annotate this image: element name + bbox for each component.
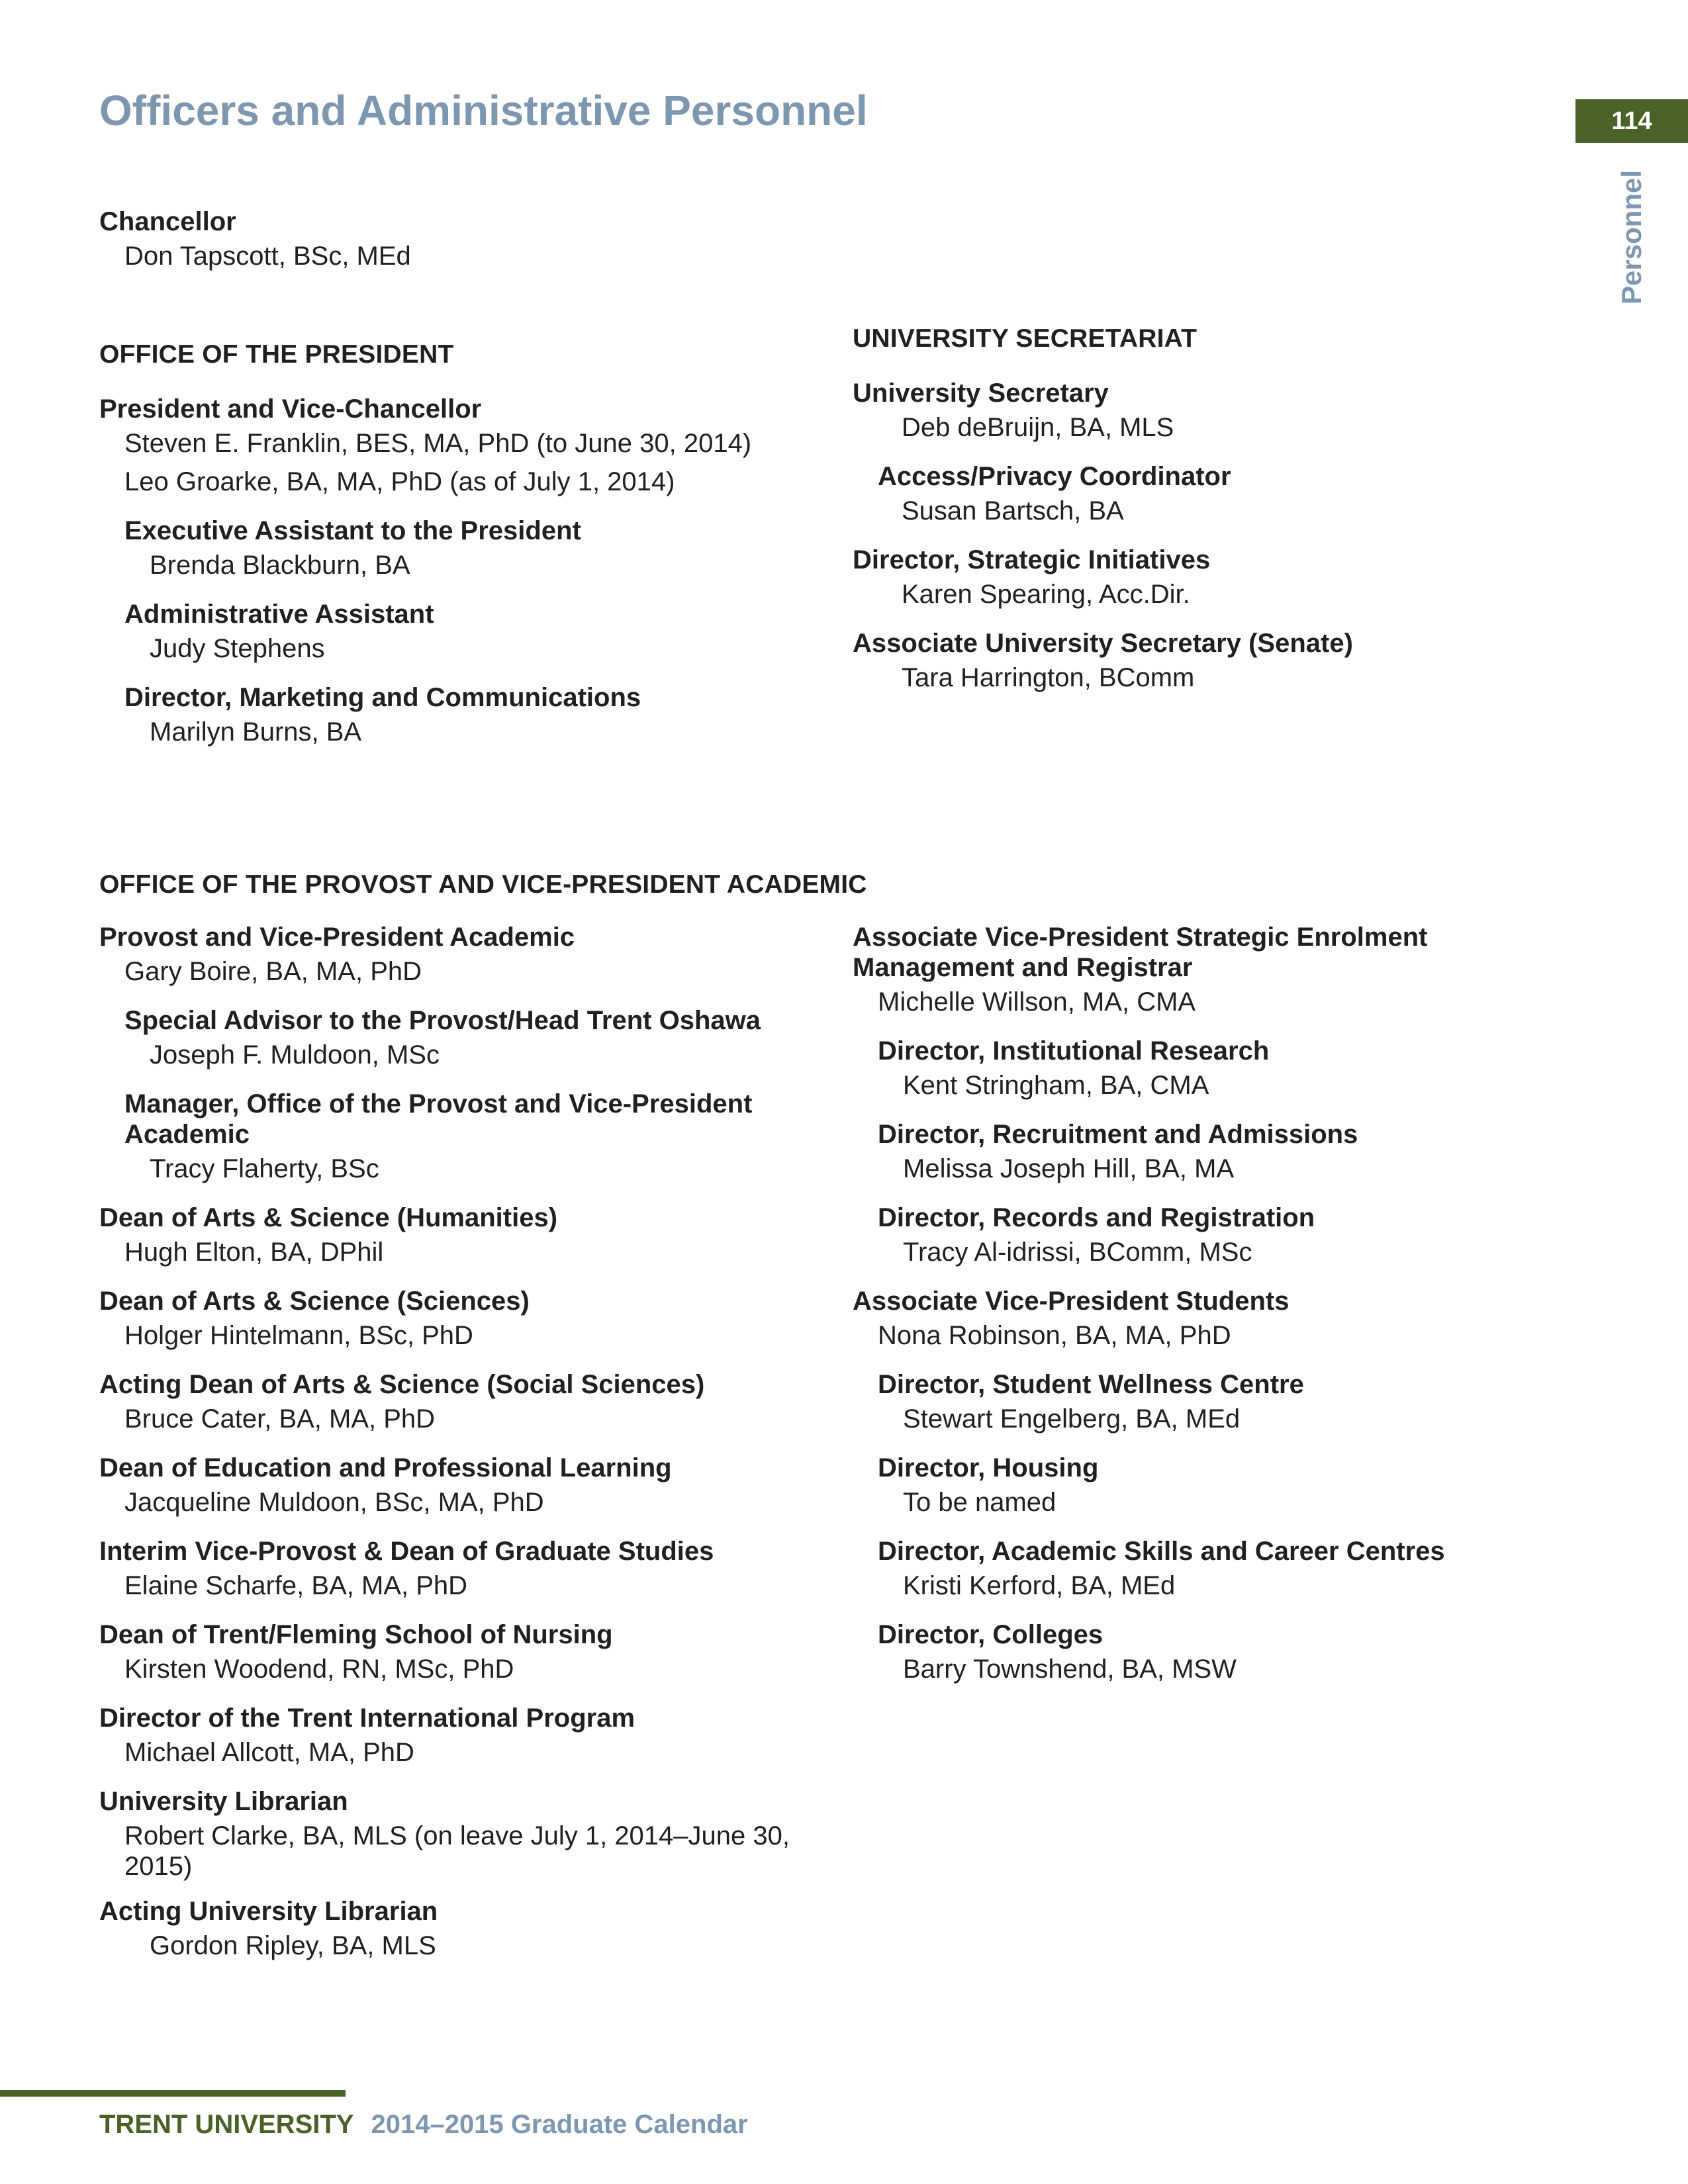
- entry-name: Marilyn Burns, BA: [150, 717, 362, 747]
- entry-name: Leo Groarke, BA, MA, PhD (as of July 1, 2014): [124, 467, 675, 496]
- entry-title: Acting Dean of Arts & Science (Social Sciences): [99, 1370, 705, 1399]
- entry-title: Dean of Arts & Science (Humanities): [99, 1203, 558, 1232]
- entry-title: Manager, Office of the Provost and Vice-President Academic: [124, 1089, 753, 1149]
- entry-title: Dean of Education and Professional Learning: [99, 1453, 672, 1482]
- entry-title: Director, Student Wellness Centre: [878, 1370, 1304, 1399]
- entry: [99, 1369, 821, 1438]
- entry-name: Susan Bartsch, BA: [902, 496, 1124, 525]
- entry-title: Associate Vice-President Strategic Enrolment Management and Registrar: [853, 923, 1428, 982]
- section-side-label: Personnel: [1616, 169, 1647, 304]
- section-heading: OFFICE OF THE PROVOST AND VICE-PRESIDENT ACADEMIC: [99, 870, 867, 899]
- entry: [99, 1005, 821, 1074]
- entry-title: Dean of Arts & Science (Sciences): [99, 1287, 530, 1316]
- footer-calendar-title: 2014–2015 Graduate Calendar: [371, 2110, 748, 2139]
- entry: [99, 682, 827, 751]
- entry-name: Jacqueline Muldoon, BSc, MA, PhD: [124, 1488, 544, 1517]
- entry-name: Tracy Flaherty, BSc: [150, 1154, 379, 1183]
- entry: [99, 1286, 821, 1355]
- entry: [99, 516, 827, 584]
- entry: [99, 1089, 821, 1188]
- entry-title: Director of the Trent International Program: [99, 1704, 635, 1733]
- entry-title: Chancellor: [99, 207, 236, 236]
- entry-name: Judy Stephens: [150, 633, 325, 663]
- entry-name: Nona Robinson, BA, MA, PhD: [878, 1321, 1231, 1350]
- entry-title: Provost and Vice-President Academic: [99, 923, 575, 952]
- entry: [853, 922, 1568, 1021]
- entry-name: Stewart Engelberg, BA, MEd: [903, 1404, 1241, 1433]
- entry-title: Director, Strategic Initiatives: [853, 545, 1211, 574]
- entry: [99, 1453, 821, 1522]
- entry-name: Gary Boire, BA, MA, PhD: [124, 957, 422, 986]
- entry: [853, 1203, 1568, 1271]
- entry-name: Tara Harrington, BComm: [902, 662, 1195, 692]
- entry: [853, 1369, 1568, 1438]
- entry: [99, 1536, 821, 1605]
- entry-title: Executive Assistant to the President: [124, 516, 581, 545]
- entry-name: Brenda Blackburn, BA: [150, 550, 410, 580]
- entry-name: Deb deBruijn, BA, MLS: [902, 412, 1174, 442]
- provost-right-column: [853, 922, 1568, 1703]
- entry-name: Michael Allcott, MA, PhD: [124, 1738, 414, 1767]
- entry: [99, 1203, 821, 1271]
- chancellor-block: [99, 206, 761, 290]
- entry-title: Director, Marketing and Communications: [124, 682, 641, 712]
- entry: [853, 628, 1568, 697]
- entry-title: Director, Academic Skills and Career Centres: [878, 1537, 1445, 1566]
- entry-name: Kent Stringham, BA, CMA: [903, 1071, 1209, 1100]
- entry-title: Access/Privacy Coordinator: [878, 461, 1231, 491]
- entry-name: Michelle Willson, MA, CMA: [878, 987, 1196, 1017]
- entry: [99, 1619, 821, 1688]
- provost-left-column: [99, 922, 821, 1979]
- entry-name: Karen Spearing, Acc.Dir.: [902, 579, 1190, 609]
- entry-name: Melissa Joseph Hill, BA, MA: [903, 1154, 1235, 1183]
- entry-name: Steven E. Franklin, BES, MA, PhD (to June 30, 2014): [124, 428, 752, 458]
- entry-name: Gordon Ripley, BA, MLS: [150, 1931, 436, 1960]
- entry: [853, 378, 1568, 447]
- entry-title: University Librarian: [99, 1787, 348, 1816]
- entry: [99, 1703, 821, 1772]
- entry-title: Acting University Librarian: [99, 1897, 438, 1926]
- entry-name: Tracy Al-idrissi, BComm, MSc: [903, 1238, 1252, 1267]
- page-title: Officers and Administrative Personnel: [99, 87, 868, 134]
- entry: [853, 1286, 1568, 1355]
- entry-title: Director, Housing: [878, 1453, 1099, 1482]
- entry-title: Director, Records and Registration: [878, 1203, 1315, 1232]
- entry: [853, 1619, 1568, 1688]
- section-heading: UNIVERSITY SECRETARIAT: [853, 324, 1197, 353]
- section-heading: OFFICE OF THE PRESIDENT: [99, 340, 454, 369]
- entry: [99, 1786, 821, 1882]
- entry-name: Don Tapscott, BSc, MEd: [124, 242, 411, 271]
- entry-name: Joseph F. Muldoon, MSc: [150, 1040, 440, 1069]
- entry-title: Dean of Trent/Fleming School of Nursing: [99, 1620, 613, 1649]
- footer-university: TRENT UNIVERSITY: [99, 2110, 354, 2139]
- entry-title: University Secretary: [853, 378, 1109, 408]
- entry-title: Special Advisor to the Provost/Head Trent Oshawa: [124, 1006, 761, 1035]
- entry-name: Robert Clarke, BA, MLS (on leave July 1, 2014–June 30, 2015): [124, 1821, 790, 1881]
- entry-title: Director, Institutional Research: [878, 1036, 1270, 1066]
- entry-name: Barry Townshend, BA, MSW: [903, 1655, 1237, 1684]
- entry-title: Associate Vice-President Students: [853, 1287, 1289, 1316]
- entry: [853, 1536, 1568, 1605]
- footer: [99, 2110, 748, 2140]
- entry-title: Administrative Assistant: [124, 599, 434, 629]
- entry-title: President and Vice-Chancellor: [99, 394, 482, 424]
- entry-title: Director, Colleges: [878, 1620, 1103, 1649]
- entry-title: Associate University Secretary (Senate): [853, 628, 1353, 658]
- university-secretariat-section: [853, 323, 1568, 711]
- office-provost-section: [99, 869, 1556, 924]
- entry-name: Kirsten Woodend, RN, MSc, PhD: [124, 1655, 514, 1684]
- entry: [853, 461, 1568, 530]
- chancellor-entry: [99, 206, 761, 275]
- entry-name: Hugh Elton, BA, DPhil: [124, 1238, 384, 1267]
- entry-name: Holger Hintelmann, BSc, PhD: [124, 1321, 473, 1350]
- entry: [853, 545, 1568, 614]
- entry: [99, 922, 821, 991]
- entry-name: Kristi Kerford, BA, MEd: [903, 1571, 1176, 1600]
- entry-name: To be named: [903, 1488, 1056, 1517]
- entry-name: Bruce Cater, BA, MA, PhD: [124, 1404, 436, 1433]
- entry-title: Director, Recruitment and Admissions: [878, 1120, 1358, 1149]
- entry-title: Interim Vice-Provost & Dean of Graduate Studies: [99, 1537, 714, 1566]
- entry: [99, 394, 827, 501]
- entry: [853, 1036, 1568, 1105]
- entry: [99, 1896, 821, 1965]
- entry: [853, 1453, 1568, 1522]
- office-president-section: [99, 339, 827, 766]
- page-number-tab: 114: [1575, 99, 1688, 143]
- entry-name: Elaine Scharfe, BA, MA, PhD: [124, 1571, 468, 1600]
- entry: [99, 599, 827, 668]
- footer-rule: [0, 2090, 346, 2097]
- entry: [853, 1119, 1568, 1188]
